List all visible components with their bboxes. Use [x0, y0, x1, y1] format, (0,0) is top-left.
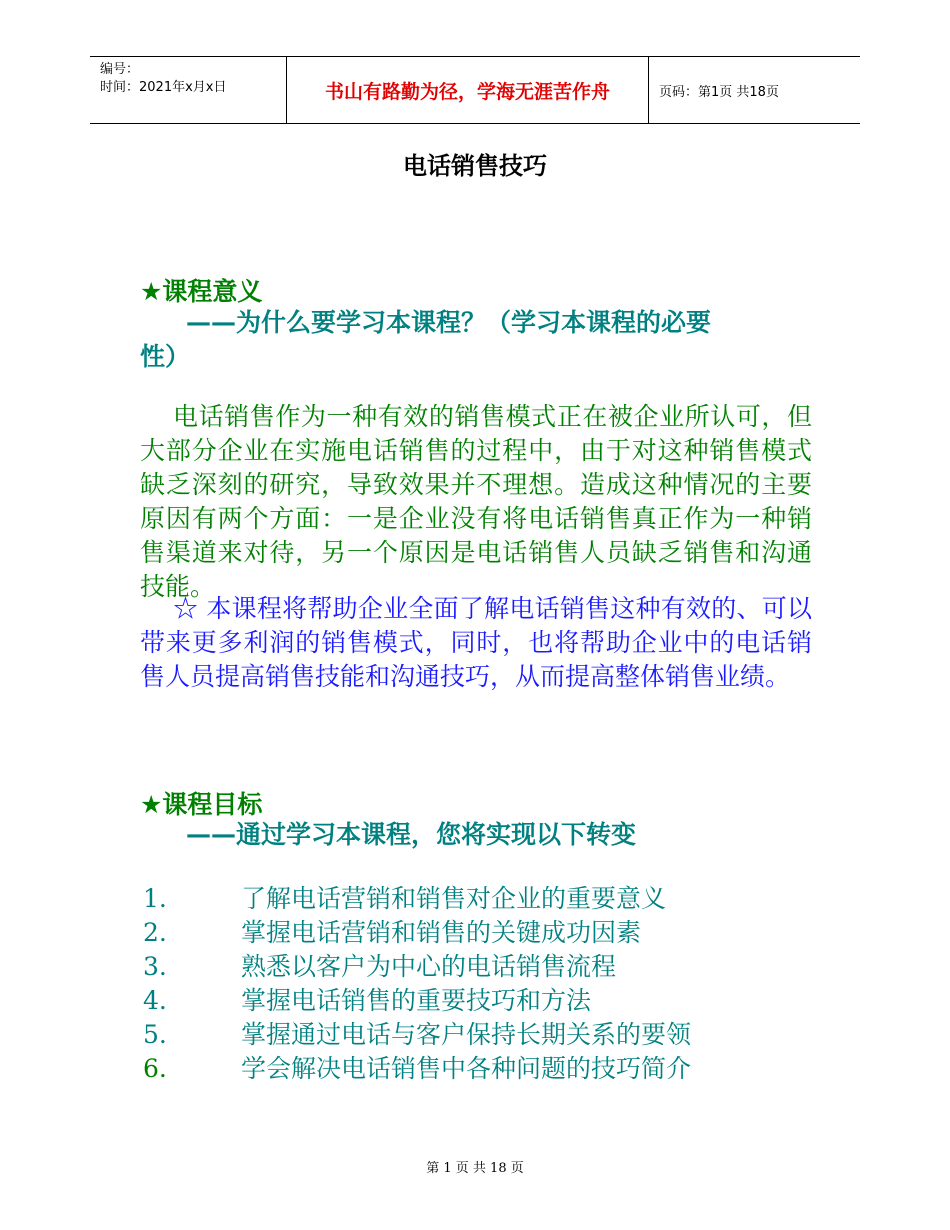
number-label: 编号：: [100, 62, 140, 77]
paragraph-course-benefit-text: ☆ 本课程将帮助企业全面了解电话销售这种有效的、可以带来更多利润的销售模式，同时，也将帮助企业中的电话销售人员提高销售技能和沟通技巧，从而提高整体销售业绩。: [140, 594, 812, 691]
list-item-text: 熟悉以客户为中心的电话销售流程: [241, 952, 617, 981]
list-item-text: 掌握电话销售的重要技巧和方法: [241, 986, 592, 1015]
list-item-number: 4.: [143, 986, 167, 1015]
list-item-text: 掌握通过电话与客户保持长期关系的要领: [241, 1020, 692, 1049]
section-heading-goals: ★课程目标: [140, 790, 263, 819]
list-item: [143, 916, 691, 950]
list-item: [143, 984, 691, 1018]
list-item-number: 5.: [143, 1020, 167, 1049]
paragraph-course-benefit: [140, 592, 812, 694]
list-item-number: 1.: [143, 884, 167, 913]
section-subheading-significance-line2: 性）: [140, 342, 191, 371]
section-subheading-goals: ——通过学习本课程，您将实现以下转变: [186, 820, 637, 849]
list-item-text: 了解电话营销和销售对企业的重要意义: [241, 884, 667, 913]
list-item: [143, 1052, 691, 1086]
paragraph-intro: [140, 400, 812, 604]
list-item: [143, 882, 691, 916]
header-motto-cell: [287, 57, 649, 123]
header-meta-cell: [90, 57, 287, 123]
paragraph-intro-text: 电话销售作为一种有效的销售模式正在被企业所认可，但大部分企业在实施电话销售的过程中，由于对这种销售模式缺乏深刻的研究，导致效果并不理想。造成这种情况的主要原因有两个方面：一是企业没有将电话销售真正作为一种销售渠道来对待，另一个原因是电话销售人员缺乏销售和沟通技能。: [140, 402, 812, 601]
list-item: [143, 950, 691, 984]
goal-list: [143, 882, 691, 1086]
list-item: [143, 1018, 691, 1052]
document-title: 电话销售技巧: [403, 152, 547, 180]
document-header: [90, 56, 860, 124]
page-info: 页码：第1页 共18页: [659, 84, 779, 100]
motto: 书山有路勤为径，学海无涯苦作舟: [324, 80, 610, 103]
section-heading-significance: ★课程意义: [140, 277, 263, 306]
time-label: 时间：2021年x月x日: [100, 80, 227, 95]
list-item-text: 掌握电话营销和销售的关键成功因素: [241, 918, 642, 947]
page-footer: 第 1 页 共 18 页: [426, 1161, 524, 1176]
section-subheading-significance-line1: ——为什么要学习本课程？（学习本课程的必要: [186, 308, 712, 337]
list-item-text: 学会解决电话销售中各种问题的技巧简介: [241, 1054, 692, 1083]
list-item-number: 6.: [143, 1054, 167, 1083]
list-item-number: 3.: [143, 952, 167, 981]
header-page-cell: [649, 57, 860, 123]
list-item-number: 2.: [143, 918, 167, 947]
